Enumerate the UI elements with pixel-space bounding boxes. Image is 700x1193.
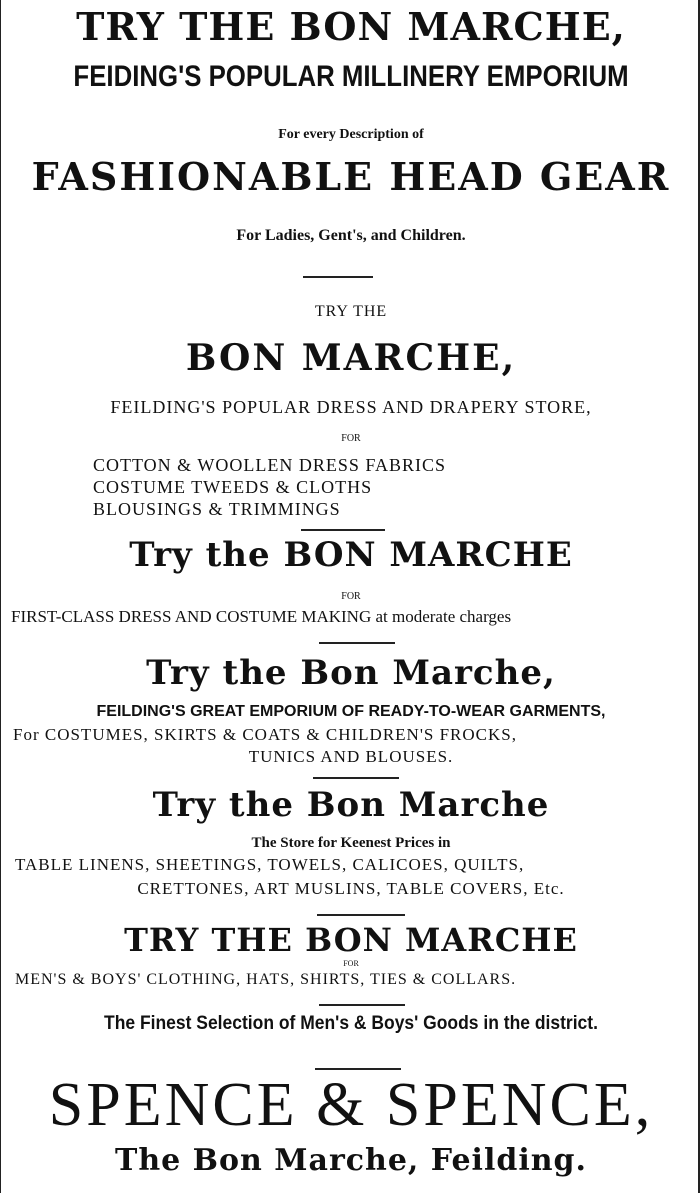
divider-rule xyxy=(301,529,385,531)
try-the-label: TRY THE xyxy=(314,303,388,320)
divider-rule xyxy=(319,642,395,644)
subhead-millinery: FEIDING'S POPULAR MILLINERY EMPORIUM xyxy=(73,60,629,93)
tunics-blouses: TUNICS AND BLOUSES. xyxy=(248,747,454,766)
ready-to-wear-emporium: FEILDING'S GREAT EMPORIUM OF READY-TO-WEAR GARMENTS, xyxy=(96,703,606,720)
mens-boys-clothing: MEN'S & BOYS' CLOTHING, HATS, SHIRTS, TIES & COLLARS. xyxy=(15,971,517,988)
for-label: FOR xyxy=(343,959,359,968)
headline-try-bon-marche: Try the Bon Marche, xyxy=(146,653,556,693)
item-dress-fabrics: COTTON & WOOLLEN DRESS FABRICS xyxy=(93,455,447,475)
costumes-skirts-coats: For COSTUMES, SKIRTS & COATS & CHILDREN'S FROCKS, xyxy=(13,725,517,744)
for-label: FOR xyxy=(341,591,361,602)
item-blousings: BLOUSINGS & TRIMMINGS xyxy=(93,499,341,519)
headline-try-bon-marche: Try the Bon Marche xyxy=(152,785,550,825)
keenest-prices-intro: The Store for Keenest Prices in xyxy=(251,835,451,851)
dress-drapery-store: FEILDING'S POPULAR DRESS AND DRAPERY STORE, xyxy=(110,397,592,417)
tagline-bon-marche-feilding: The Bon Marche, Feilding. xyxy=(115,1143,587,1178)
headline-bon-marche: BON MARCHE, xyxy=(185,337,517,379)
divider-rule xyxy=(315,1068,401,1070)
headline-try-bon-marche: TRY THE BON MARCHE xyxy=(124,921,578,959)
dress-costume-making: FIRST-CLASS DRESS AND COSTUME MAKING at moderate charges xyxy=(11,607,512,626)
finest-selection: The Finest Selection of Men's & Boys' Goods in the district. xyxy=(104,1013,598,1034)
crettones-muslins-list: CRETTONES, ART MUSLINS, TABLE COVERS, Etc. xyxy=(137,879,565,898)
headline-head-gear: FASHIONABLE HEAD GEAR xyxy=(31,154,671,199)
for-ladies-gents-children: For Ladies, Gent's, and Children. xyxy=(236,227,466,244)
divider-rule xyxy=(303,276,373,278)
table-linens-list: TABLE LINENS, SHEETINGS, TOWELS, CALICOES, QUILTS, xyxy=(15,855,525,874)
for-label: FOR xyxy=(341,433,361,444)
intro-description: For every Description of xyxy=(278,127,424,142)
divider-rule xyxy=(319,1004,405,1006)
firm-name: SPENCE & SPENCE, xyxy=(48,1071,654,1139)
divider-rule xyxy=(317,914,405,916)
headline-try-bon-marche: Try the BON MARCHE xyxy=(129,535,573,575)
item-costume-tweeds: COSTUME TWEEDS & CLOTHS xyxy=(93,477,373,497)
headline-millinery: TRY THE BON MARCHE, xyxy=(76,4,626,49)
divider-rule xyxy=(313,777,399,779)
